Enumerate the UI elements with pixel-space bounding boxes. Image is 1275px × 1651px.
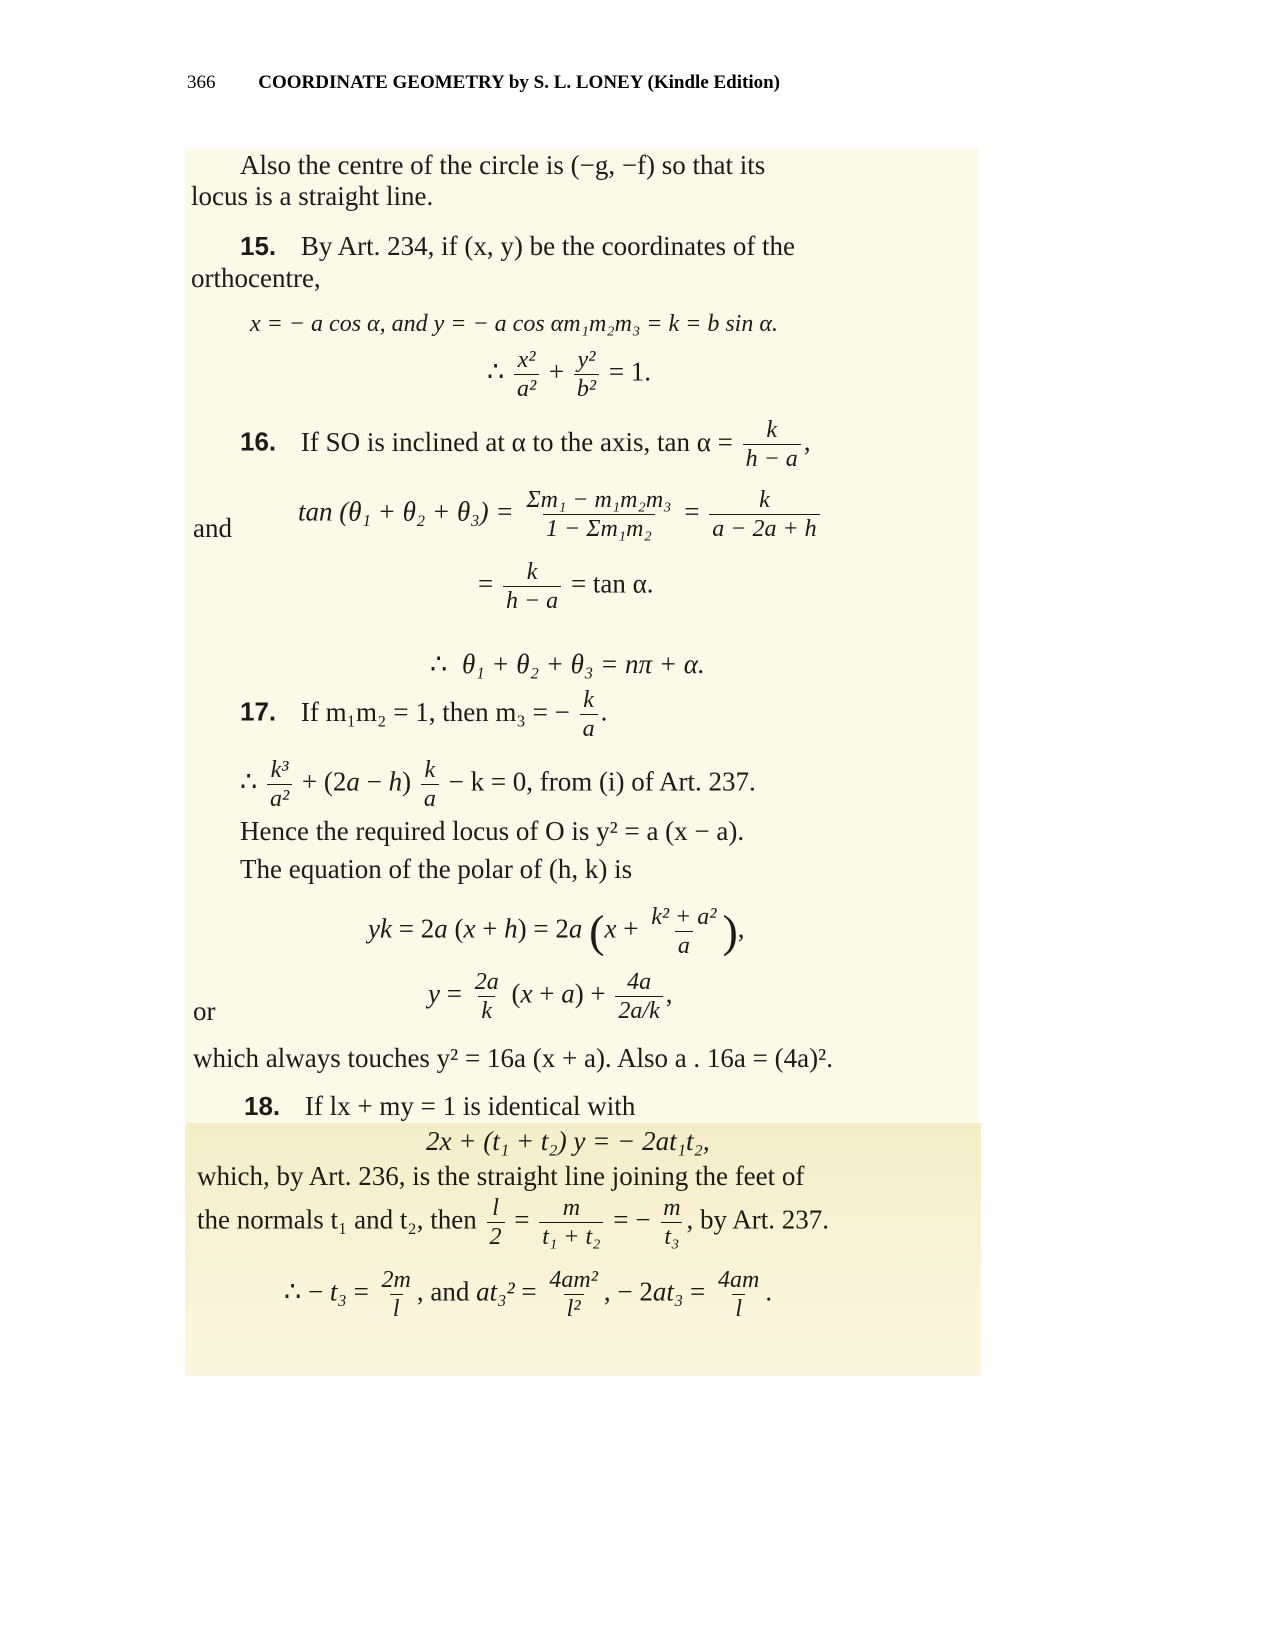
exercise-number: 15. — [240, 231, 277, 261]
paragraph-line: If m₁m₂ = 1, then m₃ = − — [300, 696, 570, 727]
exercise-number: 18. — [244, 1091, 281, 1121]
equation: x = − a cos α, and y = − a cos αm₁m₂m₃ = k = b sin α. — [250, 311, 778, 337]
paragraph-line: If lx + my = 1 is identical with — [304, 1091, 636, 1121]
page-header — [187, 72, 780, 94]
paragraph-line: The equation of the polar of (h, k) is — [240, 854, 633, 884]
paragraph-line: If SO is inclined at α to the axis, tan α = — [300, 426, 733, 457]
equation: ∴ $\frac{\text{k³}}{\text{a²}}$ + (2a − h) $\frac{k}{a}$ − k = 0, from (i) of Art. 237. — [240, 757, 756, 812]
fraction: $\frac{k}{h - a}$ — [743, 418, 801, 471]
equation: = $\frac{k}{h - a}$ = tan α. — [478, 559, 654, 614]
exercise-number: 16. — [240, 426, 277, 457]
paragraph-line: which always touches y² = 16a (x + a). Also a . 16a = (4a)². — [193, 1043, 833, 1073]
equation: tan (θ₁ + θ₂ + θ₃) = $\frac{\text{Σm₁ − m₁m₂m₃}}{\text{1 − Σm₁m₂}}$ = $\frac{k}{a - 2a + h}$ — [298, 488, 823, 541]
page-number: 366 — [187, 72, 216, 93]
paragraph-line: the normals t₁ and t₂, then $\frac{l}{2}$ = $\frac{m}{\text{t₁ + t₂}}$ = − $\frac{m}{\text{t₃}}$ , by Art. 237. — [197, 1195, 830, 1250]
equation: ∴ − t₃ = $\frac{2m}{l}$ , and at₃² = $\frac{\text{4am²}}{\text{l²}}$ , − 2at₃ = $\frac{4am}{l}$ . — [284, 1267, 773, 1322]
equation: ∴ $\frac{\text{x²}}{\text{a²}}$ + $\frac{\text{y²}}{\text{b²}}$ = 1. — [487, 347, 652, 402]
equation: 2x + (t₁ + t₂) y = − 2at₁t₂, — [426, 1126, 710, 1156]
label-and: and — [193, 513, 232, 543]
paragraph-line: Hence the required locus of O is y² = a (x − a). — [240, 816, 745, 846]
book-title: COORDINATE GEOMETRY by S. L. LONEY (Kindle Edition) — [258, 72, 780, 93]
exercise-number: 17. — [240, 696, 277, 727]
paragraph-line: Also the centre of the circle is (−g, −f) so that its — [240, 150, 766, 180]
equation: yk = 2a (x + h) = 2a (x + $\frac{\text{k² + a²}}{a}$ ), — [368, 904, 745, 959]
paragraph-line: By Art. 234, if (x, y) be the coordinates of the — [300, 231, 796, 261]
label-or: or — [193, 996, 216, 1026]
equation: y = $\frac{2a}{k}$ (x + a) + $\frac{4a}{2a/k}$ , — [428, 969, 673, 1024]
paragraph-line: which, by Art. 236, is the straight line joining the feet of — [197, 1161, 805, 1191]
equation: ∴ θ₁ + θ₂ + θ₃ = nπ + α. — [430, 649, 705, 679]
paragraph-line: locus is a straight line. — [191, 181, 434, 211]
paragraph-line: orthocentre, — [191, 263, 321, 293]
